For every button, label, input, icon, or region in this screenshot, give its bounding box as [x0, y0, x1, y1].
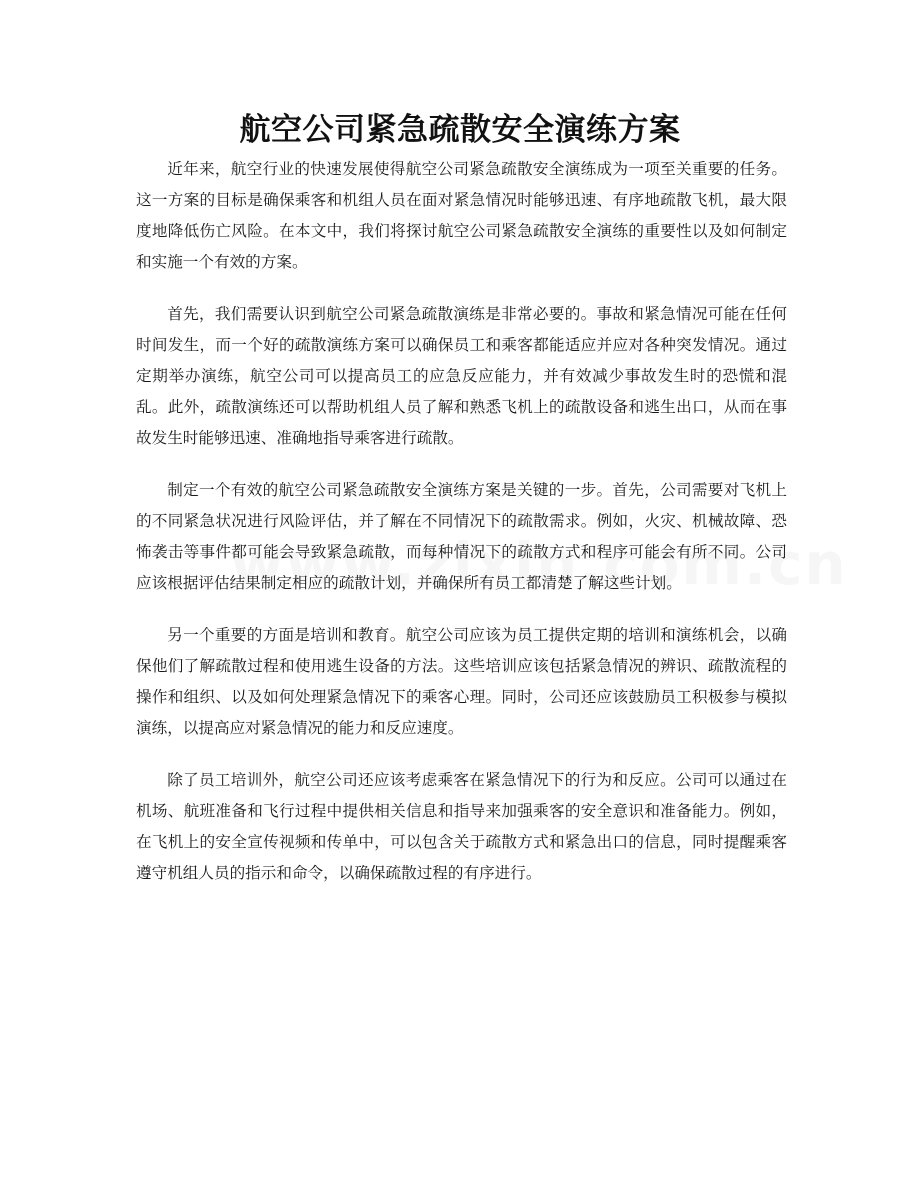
- paragraph-5: 除了员工培训外，航空公司还应该考虑乘客在紧急情况下的行为和反应。公司可以通过在机场、航班准备和飞行过程中提供相关信息和指导来加强乘客的安全意识和准备能力。例如，在飞机上的安全宣传视频和传单中，可以包含关于疏散方式和紧急出口的信息，同时提醒乘客遵守机组人员的指示和命令，以确保疏散过程的有序进行。: [136, 771, 787, 882]
- document-title: 航空公司紧急疏散安全演练方案: [239, 112, 681, 148]
- paragraph-4: 另一个重要的方面是培训和教育。航空公司应该为员工提供定期的培训和演练机会，以确保他们了解疏散过程和使用逃生设备的方法。这些培训应该包括紧急情况的辨识、疏散流程的操作和组织、以及如何处理紧急情况下的乘客心理。同时，公司还应该鼓励员工积极参与模拟演练，以提高应对紧急情况的能力和反应速度。: [136, 626, 787, 737]
- paragraph-2: 首先，我们需要认识到航空公司紧急疏散演练是非常必要的。事故和紧急情况可能在任何时间发生，而一个好的疏散演练方案可以确保员工和乘客都能适应并应对各种突发情况。通过定期举办演练，航空公司可以提高员工的应急反应能力，并有效减少事故发生时的恐慌和混乱。此外，疏散演练还可以帮助机组人员了解和熟悉飞机上的疏散设备和逃生出口，从而在事故发生时能够迅速、准确地指导乘客进行疏散。: [136, 305, 787, 447]
- paragraph-1: 近年来，航空行业的快速发展使得航空公司紧急疏散安全演练成为一项至关重要的任务。这一方案的目标是确保乘客和机组人员在面对紧急情况时能够迅速、有序地疏散飞机，最大限度地降低伤亡风险。在本文中，我们将探讨航空公司紧急疏散安全演练的重要性以及如何制定和实施一个有效的方案。: [136, 160, 787, 271]
- document-body: [136, 154, 787, 910]
- paragraph-3: 制定一个有效的航空公司紧急疏散安全演练方案是关键的一步。首先，公司需要对飞机上的不同紧急状况进行风险评估，并了解在不同情况下的疏散需求。例如，火灾、机械故障、恐怖袭击等事件都可能会导致紧急疏散，而每种情况下的疏散方式和程序可能会有所不同。公司应该根据评估结果制定相应的疏散计划，并确保所有员工都清楚了解这些计划。: [136, 481, 787, 592]
